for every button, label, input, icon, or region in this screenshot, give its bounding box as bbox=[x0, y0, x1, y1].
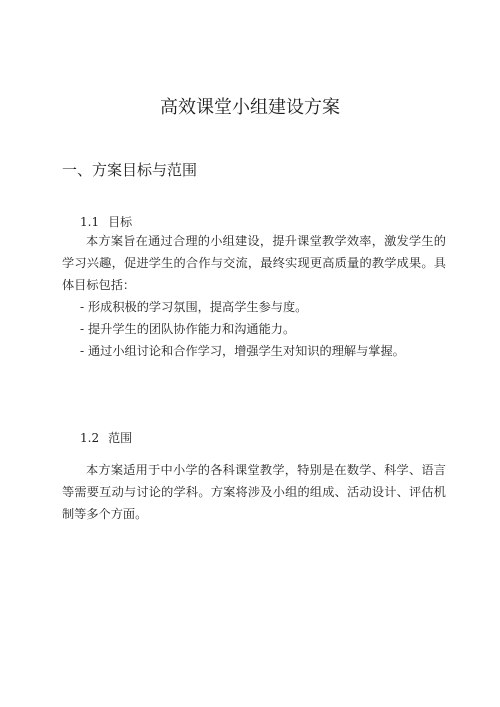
list-item: - 通过小组讨论和合作学习，增强学生对知识的理解与掌握。 bbox=[80, 344, 405, 358]
goal-list bbox=[80, 296, 405, 362]
section-heading-1: 一、方案目标与范围 bbox=[62, 161, 198, 179]
subsection-title: 目标 bbox=[108, 215, 133, 229]
subsection-number: 1.1 bbox=[80, 215, 100, 229]
goal-paragraph: 本方案旨在通过合理的小组建设，提升课堂教学效率，激发学生的学习兴趣，促进学生的合作与交流，最终实现更高质量的教学成果。具体目标包括： bbox=[62, 234, 446, 292]
list-item: - 提升学生的团队协作能力和沟通能力。 bbox=[80, 322, 296, 336]
scope-paragraph: 本方案适用于中小学的各科课堂教学，特别是在数学、科学、语言等需要互动与讨论的学科。方案将涉及小组的组成、活动设计、评估机制等多个方面。 bbox=[62, 463, 446, 521]
subsection-heading-1-1 bbox=[80, 214, 132, 230]
subsection-title: 范围 bbox=[108, 431, 133, 445]
subsection-number: 1.2 bbox=[80, 431, 100, 445]
document-title: 高效课堂小组建设方案 bbox=[160, 97, 340, 118]
list-item: - 形成积极的学习氛围，提高学生参与度。 bbox=[80, 300, 308, 314]
subsection-heading-1-2 bbox=[80, 430, 132, 446]
